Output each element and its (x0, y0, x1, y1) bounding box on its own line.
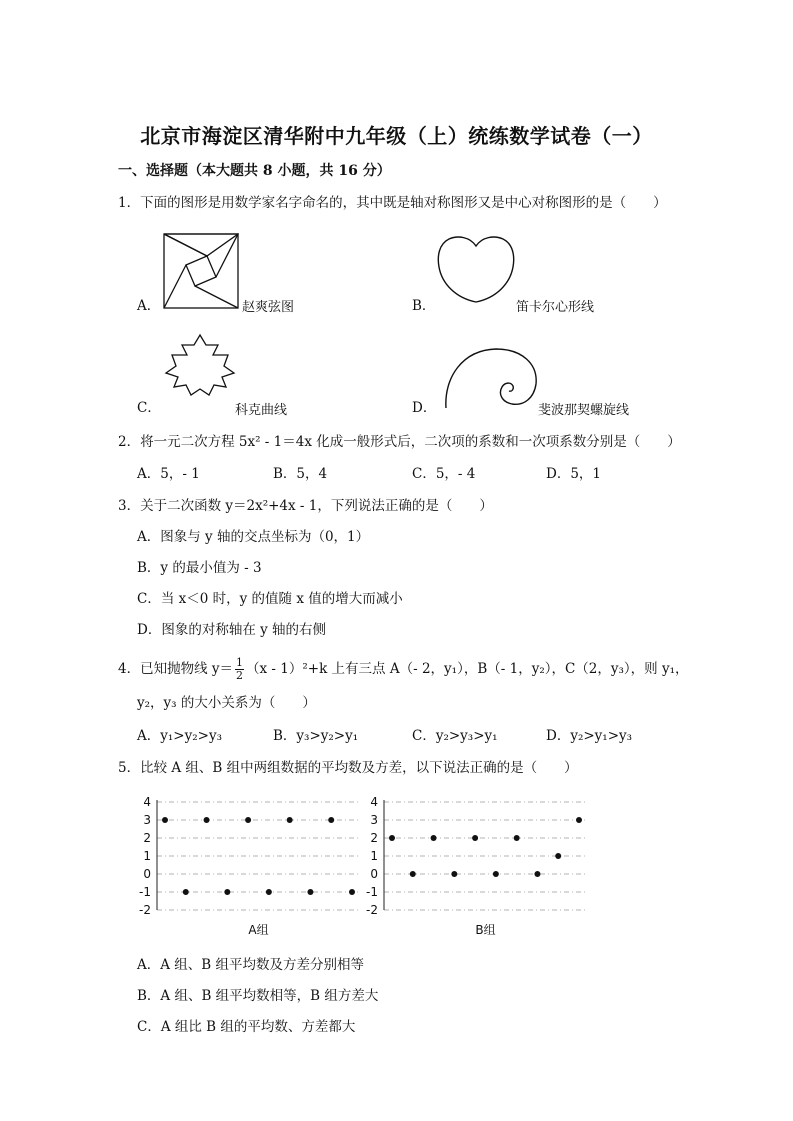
data-point (307, 889, 313, 895)
q4-option-c: C．y₂>y₃>y₁ (412, 728, 498, 744)
data-point (389, 835, 395, 841)
data-point (534, 871, 540, 877)
q1-option-d-letter: D． (412, 400, 437, 416)
y-tick-label: 3 (370, 813, 378, 827)
q4-stem (118, 656, 689, 682)
y-tick-label: -2 (139, 903, 151, 917)
zhaoshuang-figure (163, 233, 239, 309)
q4-suffix: （x - 1）²+k 上有三点 A（- 2，y₁），B（- 1，y₂），C（2，y₃），则 y₁， (246, 661, 689, 677)
q4-option-b: B．y₃>y₂>y₁ (273, 728, 359, 744)
data-point (576, 817, 582, 823)
q2-option-a: A．5，- 1 (137, 466, 200, 482)
data-point (349, 889, 355, 895)
fraction-denominator: 2 (236, 669, 244, 682)
data-point (245, 817, 251, 823)
q1-option-b-caption: 笛卡尔心形线 (516, 300, 595, 315)
y-tick-label: 0 (370, 867, 378, 881)
q5-option-a: A．A 组、B 组平均数及方差分别相等 (137, 957, 365, 973)
q3-option-a: A．图象与 y 轴的交点坐标为（0，1） (137, 529, 370, 545)
section-heading: 一、选择题（本大题共 8 小题，共 16 分） (118, 163, 391, 179)
q1-option-c-letter: C． (137, 400, 161, 416)
data-point (204, 817, 210, 823)
q4-option-a: A．y₁>y₂>y₃ (137, 728, 222, 744)
fraction-numerator: 1 (236, 656, 244, 669)
y-tick-label: 2 (370, 831, 378, 845)
cardioid-figure (436, 234, 516, 306)
chart-title: B组 (475, 923, 496, 937)
y-tick-label: -2 (366, 903, 378, 917)
data-point (183, 889, 189, 895)
y-tick-label: -1 (366, 885, 378, 899)
q2-option-c: C．5，- 4 (412, 466, 476, 482)
data-point (287, 817, 293, 823)
q1-option-b-letter: B． (412, 298, 436, 314)
q1-option-d-caption: 斐波那契螺旋线 (538, 403, 630, 418)
y-tick-label: 1 (370, 849, 378, 863)
y-tick-label: -1 (139, 885, 151, 899)
chart-a (135, 792, 365, 942)
q1-option-c-caption: 科克曲线 (235, 403, 288, 418)
q2-stem: 2．将一元二次方程 5x² - 1＝4x 化成一般形式后，二次项的系数和一次项系数分别是（ ） (118, 434, 681, 450)
chart-title: A组 (248, 923, 269, 937)
q3-stem: 3．关于二次函数 y＝2x²+4x - 1，下列说法正确的是（ ） (118, 498, 493, 514)
q4-prefix: 4．已知抛物线 y＝ (118, 661, 234, 677)
q4-option-d: D．y₂>y₁>y₃ (546, 728, 633, 744)
data-point (328, 817, 334, 823)
fraction (235, 657, 244, 682)
data-point (224, 889, 230, 895)
page-title: 北京市海淀区清华附中九年级（上）统练数学试卷（一） (140, 124, 653, 148)
data-point (493, 871, 499, 877)
data-point (266, 889, 272, 895)
fibonacci-spiral-figure (438, 342, 542, 410)
q5-option-b: B．A 组、B 组平均数相等，B 组方差大 (137, 988, 379, 1004)
q3-option-b: B．y 的最小值为 - 3 (137, 560, 262, 576)
data-point (514, 835, 520, 841)
data-point (162, 817, 168, 823)
y-tick-label: 4 (143, 795, 151, 809)
q2-option-b: B．5，4 (273, 466, 328, 482)
y-tick-label: 3 (143, 813, 151, 827)
data-point (472, 835, 478, 841)
q2-option-d: D．5，1 (546, 466, 602, 482)
koch-curve-figure (160, 333, 240, 399)
y-tick-label: 0 (143, 867, 151, 881)
data-point (431, 835, 437, 841)
y-tick-label: 2 (143, 831, 151, 845)
q4-stem-line2: y₂，y₃ 的大小关系为（ ） (137, 695, 316, 711)
q1-stem: 1．下面的图形是用数学家名字命名的，其中既是轴对称图形又是中心对称图形的是（ ） (118, 195, 667, 211)
data-point (555, 853, 561, 859)
y-tick-label: 1 (143, 849, 151, 863)
y-tick-label: 4 (370, 795, 378, 809)
q5-stem: 5．比较 A 组、B 组中两组数据的平均数及方差，以下说法正确的是（ ） (118, 760, 578, 776)
q1-option-a-caption: 赵爽弦图 (242, 300, 295, 315)
q5-option-c: C．A 组比 B 组的平均数、方差都大 (137, 1019, 356, 1035)
data-point (410, 871, 416, 877)
data-point (451, 871, 457, 877)
q1-option-a-letter: A． (137, 298, 161, 314)
q3-option-c: C．当 x＜0 时，y 的值随 x 值的增大而减小 (137, 591, 403, 607)
q3-option-d: D．图象的对称轴在 y 轴的右侧 (137, 622, 327, 638)
chart-b (362, 792, 592, 942)
